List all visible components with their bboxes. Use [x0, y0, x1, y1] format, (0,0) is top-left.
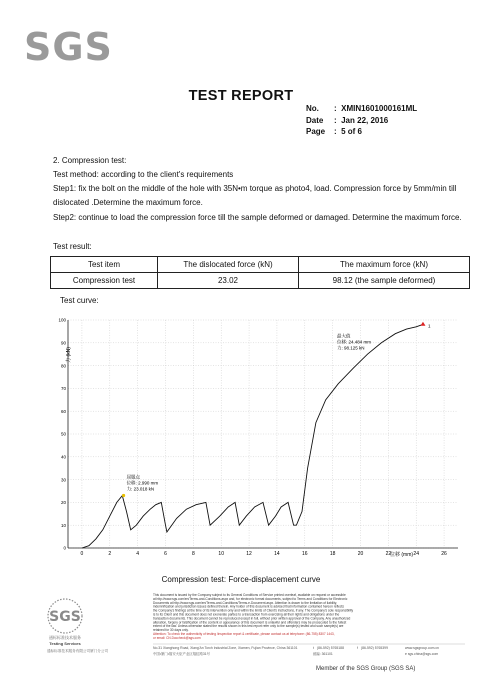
x-tick-label: 0 [80, 551, 84, 557]
cell-maximum-force: 98.12 (the sample deformed) [299, 273, 470, 289]
chart-caption: Compression test: Force-displacement curve [161, 575, 321, 584]
dislocation-point-name: 屈服点 [126, 474, 141, 480]
footer-disclaimer [153, 593, 354, 640]
footer-logo-text: SGS [49, 609, 81, 625]
footer-disclaimer-line: transaction documents. This document cannot be reproduced except in full, without prior written approval of the Company. Any unauthorized [153, 616, 351, 621]
y-axis-label: 力 (kN) [66, 347, 72, 363]
header-maximum-force: The maximum force (kN) [299, 257, 470, 273]
x-tick-label: 10 [218, 551, 224, 557]
header-dislocated-force: The dislocated force (kN) [158, 257, 299, 273]
chart-ticks [58, 318, 447, 557]
date-label: Date [306, 115, 324, 125]
footer-disclaimer-line: or email: CN.Doccheck@sgs.com [153, 635, 201, 640]
footer-disclaimer-line: is to its Client and this document does not exonerate parties to a transaction from exercising all their rights and obligations under the [153, 612, 340, 617]
x-tick-label: 8 [191, 551, 195, 557]
result-table [50, 256, 470, 289]
sgs-logo [22, 22, 113, 69]
section-heading: 2. Compression test: [53, 156, 127, 165]
footer-disclaimer-line: This document is issued by the Company subject to its General Conditions of Service printed overleaf, available on request or accessible [153, 593, 346, 597]
y-tick-label: 50 [60, 431, 66, 437]
footer-fax-label: f [357, 646, 358, 650]
footer-fax: (86-592) 5765399 [361, 646, 388, 650]
header-test-item: Test item [51, 257, 158, 273]
footer-phone: (86-592) 5765188 [317, 646, 344, 650]
x-tick-label: 14 [274, 551, 280, 557]
report-no-label: No. [306, 104, 319, 113]
y-tick-label: 0 [63, 545, 66, 551]
test-result-label: Test result: [53, 242, 92, 251]
page-title: TEST REPORT [188, 88, 294, 104]
footer-company-cn: 通标标准技术服务有限公司厦门分公司 [47, 649, 109, 653]
max-point-name: 最大值 [336, 333, 351, 339]
y-tick-label: 60 [60, 408, 66, 414]
x-tick-label: 6 [164, 551, 167, 557]
force-curve [82, 324, 423, 548]
report-meta [306, 103, 417, 138]
footer-email: e sgs.china@sgs.com [405, 652, 439, 656]
footer-disclaimer-line: at http://www.sgs.com/en/Terms-and-Conditions.aspx and, for electronic format documents, subject to Terms and Conditions for Electronic [153, 596, 348, 601]
y-tick-label: 80 [60, 363, 66, 369]
step1-text: Step1: fix the bolt on the middle of the hole with 35N•m torque as photo4, load. Compression force by 5mm/min till dislocated .Determine the maximum force. [53, 184, 457, 207]
footer-disclaimer-line: Documents at http://www.sgs.com/en/Terms-and-Conditions/Terms-e-Document.aspx. Attention is drawn to the limitation of liability, [153, 600, 338, 605]
max-point-index: 1 [427, 323, 431, 329]
sgs-logo-text: SGS [24, 25, 113, 69]
y-tick-label: 40 [60, 454, 66, 460]
page-number: 5 of 6 [341, 127, 363, 136]
report-no-row: No. : XMIN1601000161ML [306, 104, 418, 113]
footer-disclaimer-line: extent of the law. Unless otherwise stated the results shown in this test report refer only to the sample(s) tested and such sample(s) are [153, 624, 344, 629]
y-tick-label: 100 [58, 317, 66, 323]
report-no: XMIN1601000161ML [341, 104, 418, 113]
footer-service-cn: 通标标准技术服务 [49, 635, 81, 640]
table-header-row [51, 257, 470, 273]
test-curve-label: Test curve: [60, 296, 99, 305]
sgs-member-note: Member of the SGS Group (SGS SA) [316, 666, 416, 672]
x-tick-label: 12 [246, 551, 252, 557]
x-tick-label: 2 [108, 551, 112, 557]
x-tick-label: 18 [329, 551, 336, 557]
x-tick-label: 4 [136, 551, 140, 557]
max-point-force: 力: 98.125 kN [336, 345, 365, 351]
y-tick-label: 70 [60, 386, 66, 392]
y-tick-label: 90 [60, 340, 66, 346]
dislocation-point-marker [122, 494, 125, 497]
max-point-disp: 位移: 24.484 mm [336, 339, 371, 345]
footer [45, 592, 465, 664]
dislocation-point-force: 力: 23.018 kN [126, 486, 155, 492]
footer-address-en: No.31 Xianghong Road, Xiang'An Torch Industrial Zone, Xiamen, Fujian Province, China 361101 [153, 646, 298, 650]
footer-disclaimer-line: indemnification and jurisdiction issues defined therein. Any holder of this document is advised that information contained hereon reflects [153, 604, 345, 609]
dislocation-point-disp: 位移: 2.990 mm [126, 480, 159, 486]
cell-dislocated-force: 23.02 [158, 273, 299, 289]
footer-postcode: 邮编: 361101 [313, 652, 333, 656]
date-row: Date : Jan 22, 2016 [306, 115, 389, 125]
test-method: Test method: according to the client's requirements [53, 170, 234, 179]
footer-phone-label: t [313, 646, 314, 650]
footer-disclaimer-line: retained for 30 days only. [153, 628, 189, 633]
y-tick-label: 20 [60, 500, 66, 506]
x-tick-label: 16 [302, 551, 308, 557]
footer-web: www.sgsgroup.com.cn [405, 646, 439, 650]
footer-disclaimer-line: alteration, forgery or falsification of the content or appearance of this document is unlawful and offenders may be prosecuted to the fullest [153, 620, 347, 625]
x-tick-label: 20 [357, 551, 364, 557]
footer-disclaimer-line: Attention: To check the authenticity of testing /inspection report & certificate, please contact us at telephone: (86-755) 8307 1443, [153, 632, 335, 636]
cell-test-item: Compression test [51, 273, 158, 289]
y-tick-label: 10 [60, 522, 66, 528]
y-tick-label: 30 [60, 477, 66, 483]
x-axis-label: 位移 (mm) [390, 552, 414, 558]
x-tick-label: 24 [413, 551, 419, 557]
page-label: Page [306, 127, 326, 136]
step2-text: Step2: continue to load the compression force till the sample deformed or damaged. Determine the maximum force. [53, 213, 462, 222]
footer-address-cn: 中国•厦门•翔安火炬产业区翔虹路31号 [153, 652, 211, 656]
chart-grid [68, 320, 458, 548]
x-tick-label: 26 [441, 551, 447, 557]
chart-annotations [122, 322, 431, 497]
footer-logo [47, 599, 108, 653]
max-point-marker [420, 322, 425, 326]
footer-service-en: Testing Services [49, 641, 81, 646]
footer-disclaimer-line: the Company's findings at the time of its intervention only and within the limits of Client's instructions, if any. The Company's sole responsibility [153, 608, 354, 613]
report-date: Jan 22, 2016 [341, 115, 389, 125]
x-tick-label: 22 [385, 551, 392, 557]
force-displacement-chart [60, 310, 465, 575]
table-row [51, 273, 470, 289]
page-row: Page : 5 of 6 [306, 127, 363, 136]
